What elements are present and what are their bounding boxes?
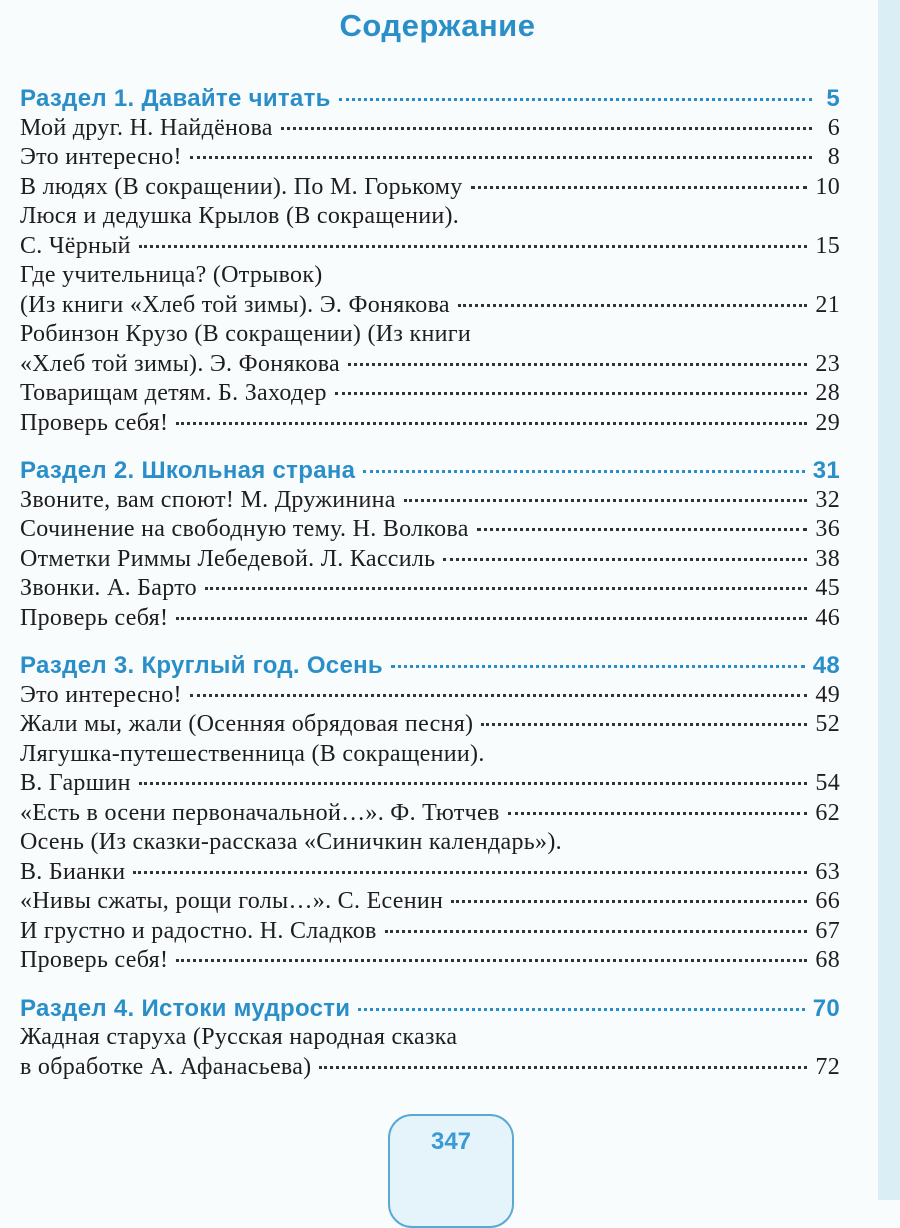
dot-leader — [385, 930, 808, 933]
toc-entry — [20, 515, 840, 545]
toc-entry-title: В. Бианки — [20, 858, 126, 885]
toc-entry-page: 68 — [815, 947, 840, 973]
section-heading-title: Раздел 2. Школьная страна — [20, 457, 356, 484]
dot-leader — [139, 782, 808, 785]
toc-entry-title: Звоните, вам споют! М. Дружинина — [20, 486, 396, 513]
toc-entry-page: 15 — [815, 232, 840, 259]
dot-leader — [477, 528, 808, 531]
dot-leader — [391, 665, 805, 668]
toc-entry-page: 10 — [815, 173, 840, 200]
section-heading-page: 5 — [826, 85, 840, 112]
toc-entry-page: 6 — [827, 114, 840, 141]
toc-entry-page: 63 — [815, 858, 840, 885]
section-heading-title: Раздел 4. Истоки мудрости — [20, 994, 351, 1022]
toc-entry-title: Товарищам детям. Б. Заходер — [20, 380, 327, 406]
toc-entry-title: «Есть в осени первоначальной…». Ф. Тютчев — [20, 799, 500, 826]
toc-entry-title: Сочинение на свободную тему. Н. Волкова — [20, 516, 469, 542]
toc-entry-page: 52 — [815, 711, 840, 737]
page-number: 347 — [430, 1128, 472, 1155]
toc-entry — [20, 143, 840, 173]
dot-leader — [508, 812, 808, 815]
toc-entry-title: В людях (В сокращении). По М. Горькому — [20, 173, 463, 200]
toc-entry — [20, 320, 840, 350]
toc-entry — [20, 828, 840, 858]
page-number-tab — [388, 1114, 514, 1228]
toc-entry-page: 21 — [815, 291, 840, 318]
toc-entry — [20, 232, 840, 262]
toc-entry-page: 28 — [815, 380, 840, 406]
toc-entry-title: Жадная старуха (Русская народная сказка — [20, 1024, 458, 1050]
section-heading — [20, 84, 840, 114]
toc-entry-title: Осень (Из сказки-рассказа «Синичкин календарь»). — [20, 829, 562, 855]
toc-entry-title: Мой друг. Н. Найдёнова — [20, 114, 273, 141]
toc-entry — [20, 740, 840, 770]
toc-entry — [20, 202, 840, 232]
table-of-contents — [20, 84, 840, 1082]
dot-leader — [363, 470, 804, 473]
dot-leader — [133, 871, 807, 874]
toc-entry-page: 45 — [815, 575, 840, 601]
page-edge — [878, 0, 900, 1200]
toc-entry-title: Где учительница? (Отрывок) — [20, 262, 323, 288]
section-heading-title: Раздел 3. Круглый год. Осень — [20, 652, 383, 679]
toc-entry-page: 46 — [815, 604, 840, 631]
dot-leader — [190, 694, 808, 697]
dot-leader — [451, 900, 807, 903]
dot-leader — [348, 363, 807, 366]
toc-entry-title: И грустно и радостно. Н. Сладков — [20, 917, 377, 944]
toc-entry-page: 36 — [815, 516, 840, 542]
toc-entry — [20, 350, 840, 380]
toc-entry-title: В. Гаршин — [20, 770, 131, 796]
toc-entry-page: 54 — [815, 770, 840, 796]
toc-entry — [20, 604, 840, 634]
page-title: Содержание — [339, 8, 536, 43]
toc-entry-title: Проверь себя! — [20, 947, 169, 973]
toc-entry — [20, 887, 840, 917]
toc-entry — [20, 261, 840, 291]
toc-entry — [20, 574, 840, 604]
toc-entry-page: 67 — [815, 917, 840, 944]
toc-entry — [20, 379, 840, 409]
section-heading-title: Раздел 1. Давайте читать — [20, 85, 331, 112]
dot-leader — [458, 304, 808, 307]
toc-entry — [20, 710, 840, 740]
dot-leader — [471, 186, 808, 189]
toc-entry — [20, 291, 840, 321]
dot-leader — [335, 392, 808, 395]
dot-leader — [139, 245, 808, 248]
toc-entry — [20, 1023, 840, 1053]
toc-entry — [20, 799, 840, 829]
toc-entry-title: Жали мы, жали (Осенняя обрядовая песня) — [20, 711, 474, 737]
section-heading-page: 31 — [812, 457, 840, 484]
dot-leader — [176, 959, 807, 962]
dot-leader — [481, 723, 807, 726]
section-heading — [20, 994, 840, 1024]
toc-entry-page: 29 — [815, 409, 840, 436]
dot-leader — [358, 1008, 804, 1011]
section-heading — [20, 651, 840, 681]
toc-entry-title: С. Чёрный — [20, 232, 131, 259]
toc-entry-title: Это интересно! — [20, 144, 182, 170]
toc-entry — [20, 946, 840, 976]
toc-entry-title: Звонки. А. Барто — [20, 575, 197, 601]
toc-entry-page: 8 — [827, 144, 840, 170]
section-heading-page: 70 — [812, 994, 840, 1022]
toc-entry-title: «Нивы сжаты, рощи голы…». С. Есенин — [20, 888, 444, 914]
toc-entry-page: 72 — [815, 1053, 840, 1080]
toc-entry — [20, 858, 840, 888]
toc-entry-title: Лягушка-путешественница (В сокращении). — [20, 740, 485, 767]
toc-entry-page: 38 — [815, 545, 840, 572]
dot-leader — [190, 156, 812, 159]
dot-leader — [404, 499, 808, 502]
toc-entry-title: (Из книги «Хлеб той зимы). Э. Фонякова — [20, 291, 450, 318]
toc-entry-title: в обработке А. Афанасьева) — [20, 1053, 312, 1080]
dot-leader — [339, 98, 812, 101]
toc-entry — [20, 486, 840, 516]
toc-entry-title: Проверь себя! — [20, 409, 169, 436]
toc-entry — [20, 545, 840, 575]
toc-entry-page: 66 — [815, 888, 840, 914]
toc-entry-page: 23 — [815, 350, 840, 377]
toc-entry-title: Робинзон Крузо (В сокращении) (Из книги — [20, 321, 472, 347]
toc-entry-title: «Хлеб той зимы). Э. Фонякова — [20, 350, 341, 377]
toc-entry-title: Люся и дедушка Крылов (В сокращении). — [20, 203, 460, 229]
dot-leader — [176, 422, 807, 425]
section-heading-page: 48 — [812, 652, 840, 679]
dot-leader — [443, 558, 807, 561]
toc-entry — [20, 409, 840, 439]
toc-entry — [20, 173, 840, 203]
toc-entry-page: 32 — [815, 486, 840, 513]
toc-entry-title: Это интересно! — [20, 681, 182, 708]
toc-entry — [20, 1053, 840, 1083]
toc-entry — [20, 114, 840, 144]
toc-entry-page: 49 — [815, 681, 840, 708]
dot-leader — [176, 617, 807, 620]
dot-leader — [319, 1066, 807, 1069]
toc-entry — [20, 917, 840, 947]
dot-leader — [281, 127, 812, 130]
dot-leader — [205, 587, 807, 590]
toc-entry-title: Отметки Риммы Лебедевой. Л. Кассиль — [20, 545, 436, 572]
toc-entry-title: Проверь себя! — [20, 604, 169, 631]
toc-entry — [20, 681, 840, 711]
section-heading — [20, 456, 840, 486]
toc-entry — [20, 769, 840, 799]
toc-entry-page: 62 — [815, 799, 840, 826]
